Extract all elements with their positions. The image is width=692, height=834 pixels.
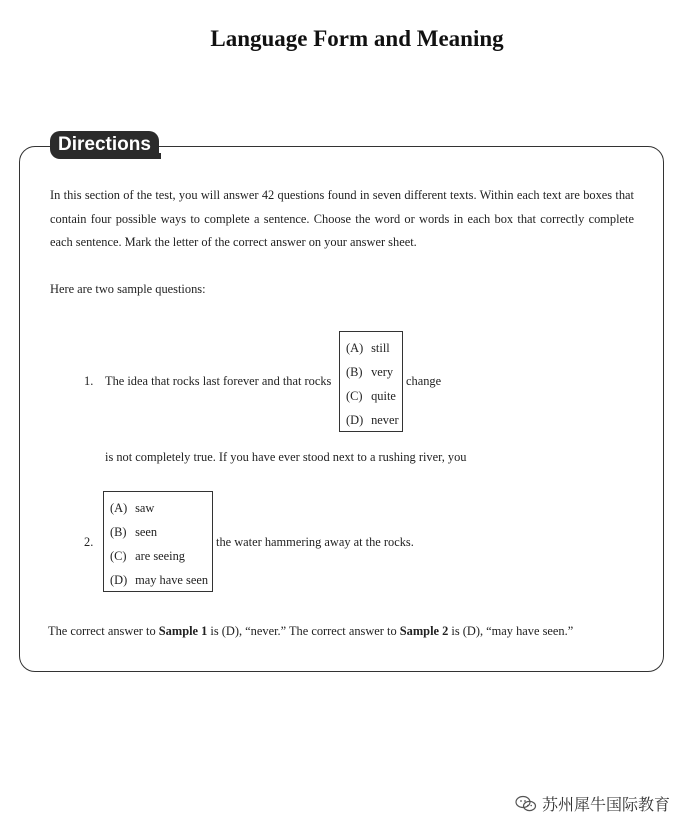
sample2-option: (C) are seeing bbox=[110, 549, 185, 563]
sample1-option: (D) never bbox=[346, 413, 399, 427]
watermark-text: 苏州犀牛国际教育 bbox=[541, 795, 670, 814]
sample1-text-after: change bbox=[406, 374, 442, 388]
sample1-choice-box bbox=[339, 331, 403, 432]
sample2-option: (B) seen bbox=[110, 525, 158, 539]
sample2-option: (A) saw bbox=[110, 501, 155, 515]
sample1-option: (C) quite bbox=[346, 389, 396, 403]
watermark bbox=[515, 792, 670, 815]
sample2-text-after: the water hammering away at the rocks. bbox=[216, 535, 414, 549]
sample1-number: 1. bbox=[84, 374, 94, 388]
page-title: Language Form and Meaning bbox=[210, 26, 504, 51]
intro-text: In this section of the test, you will answer 42 questions found in seven different texts. Within each text are boxes that contain four possible ways to complete a sentence. Choose the word or words in each box that correctly complete each sentence. Mark the letter of the correct answer on your answer sheet. bbox=[50, 188, 634, 249]
sample1-text-before: The idea that rocks last forever and that rocks bbox=[105, 374, 332, 388]
directions-label: Directions bbox=[50, 131, 159, 159]
sample-intro: Here are two sample questions: bbox=[50, 282, 206, 296]
sample2-number: 2. bbox=[84, 535, 94, 549]
sample2-option: (D) may have seen bbox=[110, 573, 209, 587]
sample1-option: (B) very bbox=[346, 365, 394, 379]
wechat-icon bbox=[515, 795, 537, 813]
sample1-option: (A) still bbox=[346, 341, 390, 355]
sample1-continuation: is not completely true. If you have ever stood next to a rushing river, you bbox=[105, 450, 467, 464]
answer-explanation: The correct answer to Sample 1 is (D), “never.” The correct answer to Sample 2 is (D), “may have seen.” bbox=[48, 624, 574, 638]
sample2-choice-box bbox=[103, 491, 213, 592]
